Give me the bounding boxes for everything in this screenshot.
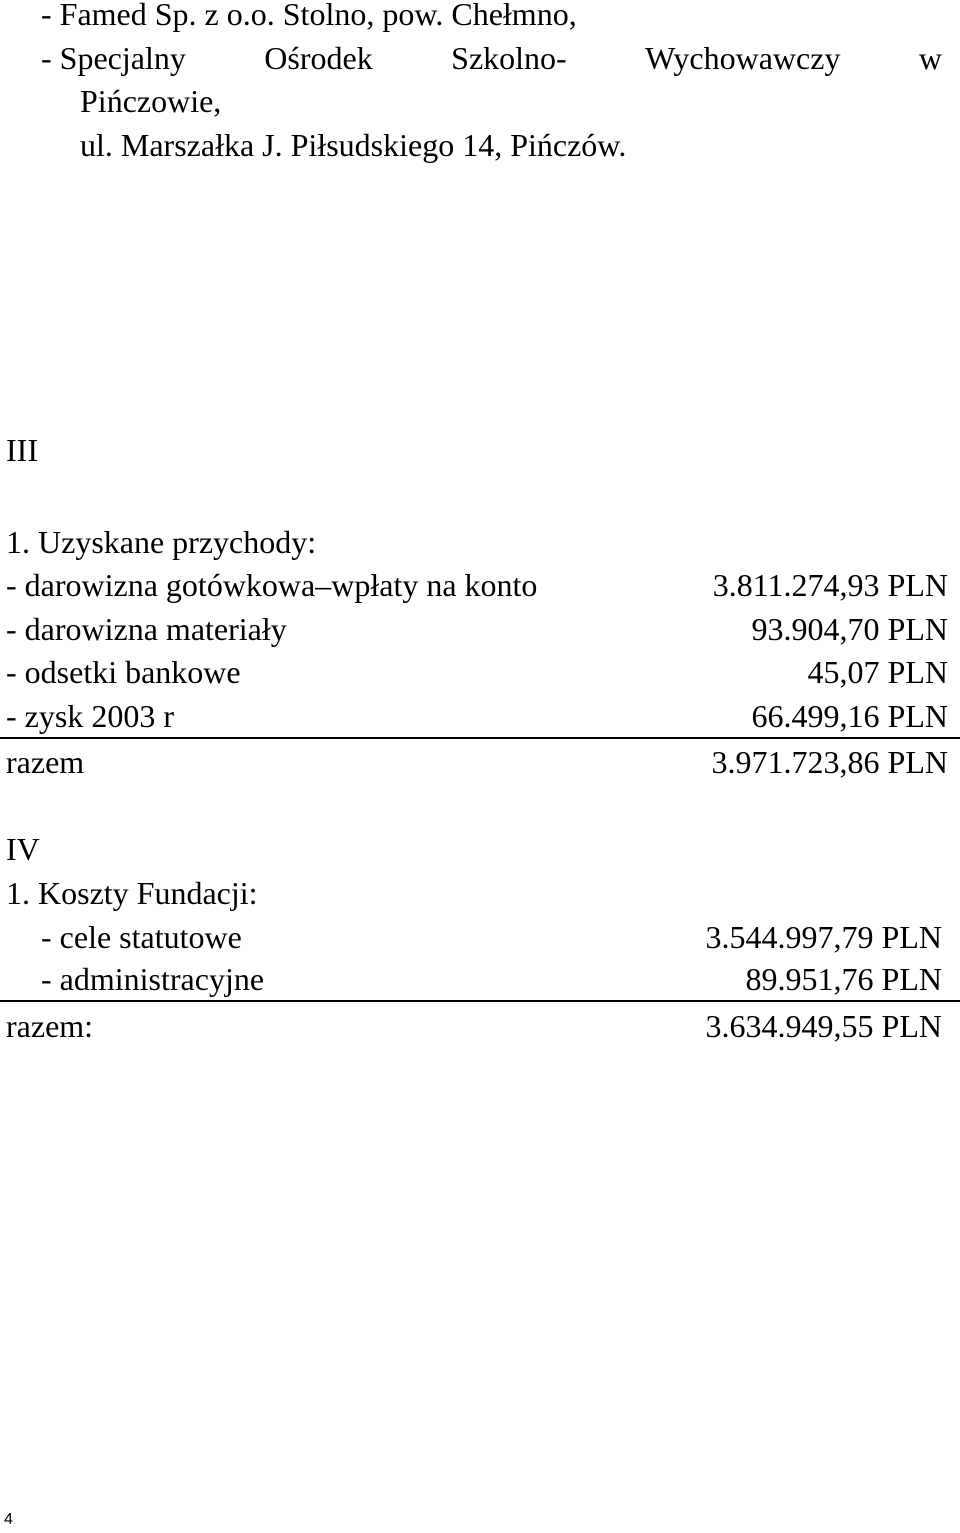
cost-total-row xyxy=(0,1006,960,1046)
intro-line-famed: - Famed Sp. z o.o. Stolno, pow. Chełmno, xyxy=(41,0,577,32)
income-amount: 93.904,70 PLN xyxy=(751,611,948,647)
section-iii-subheading: 1. Uzyskane przychody: xyxy=(6,524,317,560)
section-iii-heading: III xyxy=(6,432,38,468)
section-iv-heading: IV xyxy=(6,831,40,867)
income-amount: 45,07 PLN xyxy=(807,654,948,690)
income-row xyxy=(0,565,960,605)
cost-label: - administracyjne xyxy=(41,961,265,997)
cost-total-rule xyxy=(0,1000,960,1002)
cost-amount: 3.544.997,79 PLN xyxy=(705,919,942,955)
cost-row xyxy=(0,917,960,957)
income-label: - darowizna gotówkowa–wpłaty na konto xyxy=(6,567,538,603)
intro-line-city: Pińczowie, xyxy=(80,83,222,119)
income-row xyxy=(0,652,960,692)
income-amount: 3.811.274,93 PLN xyxy=(712,567,948,603)
cost-label: - cele statutowe xyxy=(41,919,242,955)
intro-line-street: ul. Marszałka J. Piłsudskiego 14, Pińczów. xyxy=(80,127,627,163)
intro-word: Szkolno- xyxy=(451,40,567,76)
section-iv-subheading: 1. Koszty Fundacji: xyxy=(6,875,258,911)
intro-word: Ośrodek xyxy=(264,40,373,76)
intro-line-osrodek xyxy=(41,38,942,78)
page-number: 4 xyxy=(4,1511,13,1528)
income-label: - darowizna materiały xyxy=(6,611,287,647)
income-label: - zysk 2003 r xyxy=(6,698,174,734)
intro-word: w xyxy=(918,40,942,76)
cost-row xyxy=(0,959,960,999)
income-label: - odsetki bankowe xyxy=(6,654,241,690)
income-amount: 66.499,16 PLN xyxy=(751,698,948,734)
cost-amount: 89.951,76 PLN xyxy=(745,961,942,997)
income-row xyxy=(0,696,960,736)
income-total-label: razem xyxy=(6,744,85,780)
income-total-amount: 3.971.723,86 PLN xyxy=(711,744,948,780)
intro-word: - Specjalny xyxy=(41,40,186,76)
income-total-rule xyxy=(0,737,960,739)
intro-word: Wychowawczy xyxy=(645,40,841,76)
income-total-row xyxy=(0,742,960,782)
cost-total-amount: 3.634.949,55 PLN xyxy=(705,1008,942,1044)
income-row xyxy=(0,609,960,649)
cost-total-label: razem: xyxy=(6,1008,94,1044)
